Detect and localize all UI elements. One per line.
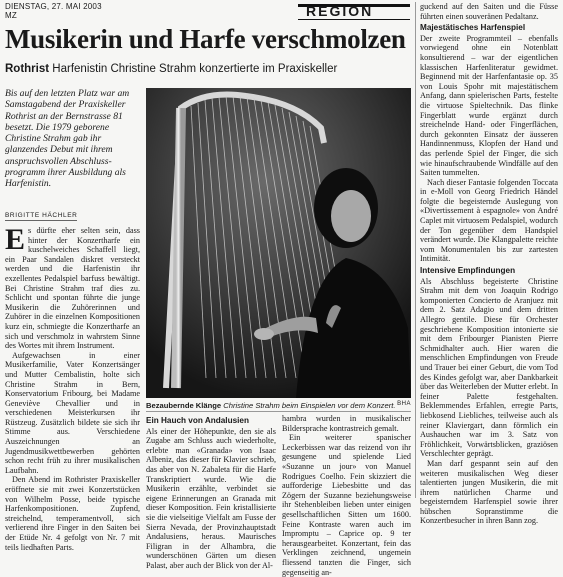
photo-caption (146, 401, 411, 410)
paragraph: guckend auf den Saiten und die Füsse führten einen souveränen Pedaltanz. (420, 2, 558, 21)
article-subline (5, 63, 337, 75)
section-subheading: Ein Hauch von Andalusien (146, 416, 249, 425)
column-divider (415, 2, 416, 498)
paragraph: Den Abend im Rothrister Praxiskeller eröffnete sie mit zwei Konzertstücken von Wilhelm Posse, beide typische Harfenkompositionen. Zupfend, streichelnd, temperamentvoll, sich verlierend ihre Finger in den Saiten bei der Etüde Nr. 4 gefolgt von Nr. 7 mit teils liedhaften Parts. (5, 475, 140, 552)
section-subheading: Majestätisches Harfenspiel (420, 23, 526, 33)
text-column-2 (146, 414, 276, 570)
text-column-3 (282, 414, 411, 577)
section-title: REGION (306, 3, 374, 19)
paragraph: Es dürfte eher selten sein, dass hinter der Konzertharfe ein kuschelweiches Schaffell liegt, ein Paar Sandalen diskret versteckt werden und die Harfenistin ihr exzellentes Pedalspiel barfuss bewältigt. Bei Christine Strahm traf dies zu. Schlicht und spontan führte die junge Musikerin die Zuhörerinnen und Zuhörer in die einzelnen Kompositionen kurz ein, schmiegte die Konzertharfe an sich und verschmolz in wahrstem Sinne des Wortes mit ihrem Instrument. (5, 223, 140, 351)
paper-abbreviation: MZ (5, 11, 17, 20)
issue-date: DIENSTAG, 27. MAI 2003 (5, 2, 102, 11)
paragraph: Aufgewachsen in einer Musikerfamilie, Vater Konzertsänger und Mutter Cembalistin, holte sich Christine Strahm in Bern, Konservatorium Fribourg, bei Madame Geneviève Chevallier und in verschiedenen Meisterkursen ihr Rüstzeug. Zusätzlich bildete sie sich ihr Stimme aus. Verschiedene Auszeichnungen an Jugendmusikwettbewerben gehörten schon recht früh zu ihrer musikalischen Laufbahn. (5, 350, 140, 475)
section-subheading: Intensive Empfindungen (420, 266, 516, 276)
text-column-1 (5, 223, 140, 552)
article-byline: BRIGITTE HÄCHLER (5, 212, 78, 219)
caption-title: Bezaubernde Klänge (146, 401, 222, 410)
paragraph: Man darf gespannt sein auf den weiteren musikalischen Weg dieser talentierten jungen Musikerin, die mit ihrem natürlichen Charme und begeisterndem Harfenspiel sowie ihrer hübschen Sopranstimme die Konzertbesucher in ihren Bann zog. (420, 458, 558, 526)
page-header (5, 2, 102, 20)
paragraph: Nach dieser Fantasie folgenden Toccata in e-Moll von Georg Friedrich Händel folgte die begeisternde Auslegung von «Divertissement à espagnole» von André Caplet mit virtuosem Pedalspiel, wodurch der Ton gegenüber dem Handspiel verändert wurde. Die Klangpalette reichte vom Monumentalen bis zur zartesten Intimität. (420, 177, 558, 264)
paragraph: Ein weiterer spanischer Leckerbissen war das reizend von ihr gesungene und spielende Lied «Suzanne un jour» von Manuel Rodrigues Coelho. Fein skizziert die aufforderige Liebesbitte und das Zögern der Suzanne beziehungsweise ihr Stehenbleiben lieben unter einigen gesellschaftlichen Sitten um 1600. Feine Kontraste waren auch im Impromptu – Caprice op. 9 ter herausgearbeitet. Konzertant, fein das Verklingen zeichnend, ungemein fliessend tanzten die Finger, sich gegenseitig an- (282, 433, 411, 577)
photo-credit: BHA (397, 401, 411, 407)
drop-cap: E (5, 223, 26, 256)
article-lead: Bis auf den letzten Platz war am Samstagabend der Praxiskeller Rothrist an der Bernstrasse 81 besetzt. Die 1979 geborene Christine Strahm gab ihr glanzendes Debut mit ihrem anspruchsvollen Abschluss-programm ihrer Ausbildung als Harfenistin. (5, 88, 130, 190)
subline-text: Harfenistin Christine Strahm konzertierte im Praxiskeller (52, 63, 338, 75)
paragraph: hambra wurden in musikalischer Bildersprache kontrastreich gemalt. (282, 414, 411, 433)
harpist-photo (146, 88, 411, 398)
harp-picture (146, 88, 411, 398)
caption-divider (146, 411, 411, 412)
paragraph: Als Abschluss begeisterte Christine Strahm mit dem von Joaquin Rodrigo komponierten Concierto de Aranjuez mit dem 2. Satz Adagio und dem dritten Allegro gentile. Diese für Orchester geschriebene Komposition intonierte sie mit dem Fribourger Pianisten Pierre Schmidhalter auch. Hier waren die menschlichen Empfindungen von Freude und Trauer bei einer Geburt, die vom Tod des Kindes gefolgt war, aber Dankbarkeit über das Weiterleben der Mutter erlebt. In feiner Palette festgehalten. Beklemmendes Erfahlen, erregte Parts, liebkosend Liebliches, teilweise auch als reiner Klaviergart, dann förmlich ein Aushauchen war im 3. Satz von Fröhlichkeit, Vorwärtsblicken, graziösen Verschlechter geprägt. (420, 276, 558, 459)
paragraph: Als einer der Höhepunkte, den sie als Zugabe am Schluss auch wiederholte, erlebte man «Granada» von Isaac Albeniz, das dieser für Klavier schrieb, das aber von N. Zabaleta für die Harfe Transkriptiert wurde. Wie die Musikerin erzählte, verbindet sie eigene Erinnerungen an Granada mit dieser Komposition. Fein kristallisierte sie die vielseitige Vielfalt am Fusse der Sierra Nevada, der Provinzhauptstadt Andalusiens, heraus. Maurisches Filigran in der Alhambra, die wunderschönen Gärten um diesen Palast, aber auch der Blick von der Al- (146, 426, 276, 570)
text-column-4 (420, 2, 558, 526)
subline-place: Rothrist (5, 63, 50, 75)
paragraph: Der zweite Programmteil – ebenfalls vorwiegend ohne ein Notenblatt konsultierend – war der eigentlichen klassischen Harfenliteratur gewidmet. Beginnend mit der Harfenfantasie op. 35 von Louis Spohr mit majestätischem Anfang, dann spielerischen Parts, festelte die virtuose Spieltechnik. Das flinke Fingerblatt wurde ergänzt durch streichelnde Hand- oder Fingerflächen, durch gekonnten Einsatz der äusseren Handinnenmuss, Klopfen der Hand und das perlende Spiel der Finger, die sich wie hinaufschraubende Windfälle auf den Saiten tummelten. (420, 33, 558, 178)
caption-text: Christine Strahm beim Einspielen vor dem Konzert. (223, 401, 396, 410)
article-headline: Musikerin und Harfe verschmolzen (5, 24, 406, 54)
